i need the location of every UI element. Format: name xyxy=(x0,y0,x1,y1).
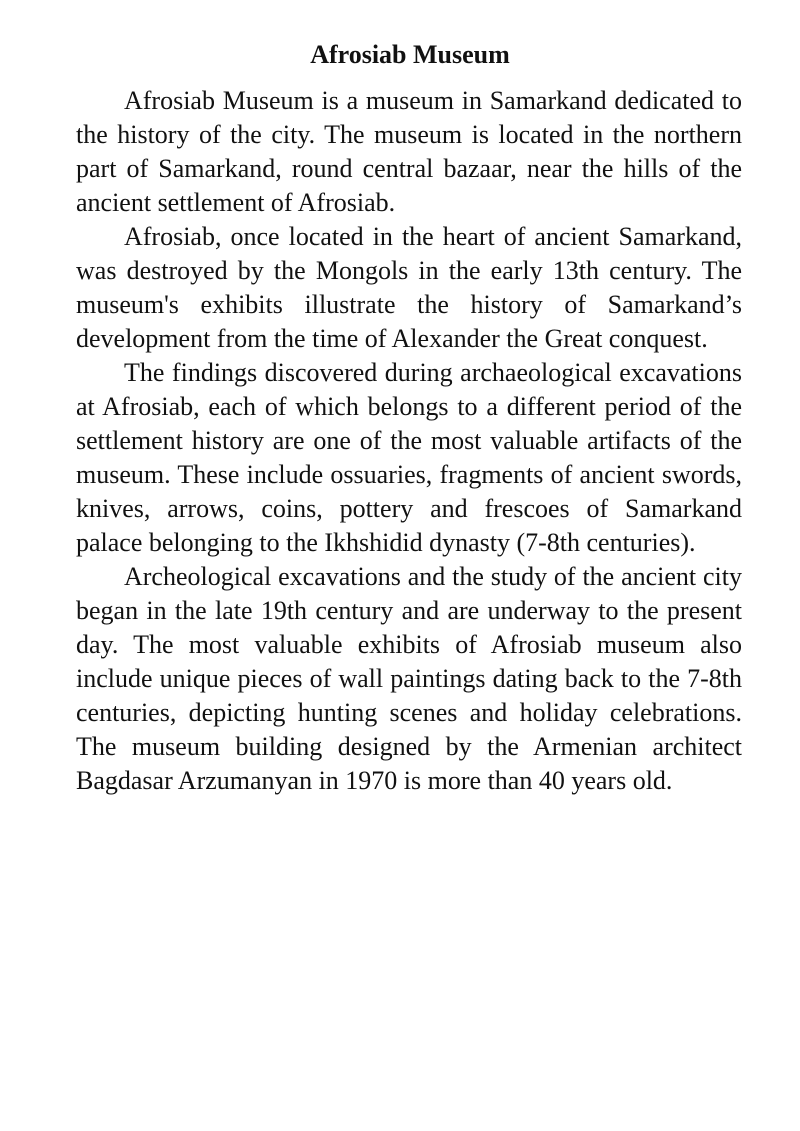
paragraph-excavations: Archeological excavations and the study of the ancient city began in the late 19th century and are underway to the present day. The most valuable exhibits of Afrosiab museum also include unique pieces of wall paintings dating back to the 7-8th centuries, depicting hunting scenes and holiday celebrations. The museum building designed by the Armenian architect Bagdasar Arzumanyan in 1970 is more than 40 years old. xyxy=(76,562,742,795)
document-body xyxy=(76,84,742,798)
document-title: Afrosiab Museum xyxy=(310,40,510,69)
paragraph-findings: The findings discovered during archaeological excavations at Afrosiab, each of which belongs to a different period of the settlement history are one of the most valuable artifacts of the museum. These include ossuaries, fragments of ancient swords, knives, arrows, coins, pottery and frescoes of Samarkand palace belonging to the Ikhshidid dynasty (7-8th centuries). xyxy=(76,358,742,557)
paragraph-history: Afrosiab, once located in the heart of ancient Samarkand, was destroyed by the Mongols in the early 13th century. The museum's exhibits illustrate the history of Samarkand’s development from the time of Alexander the Great conquest. xyxy=(76,222,742,353)
paragraph-intro: Afrosiab Museum is a museum in Samarkand dedicated to the history of the city. The museum is located in the northern part of Samarkand, round central bazaar, near the hills of the ancient settlement of Afrosiab. xyxy=(76,86,742,217)
